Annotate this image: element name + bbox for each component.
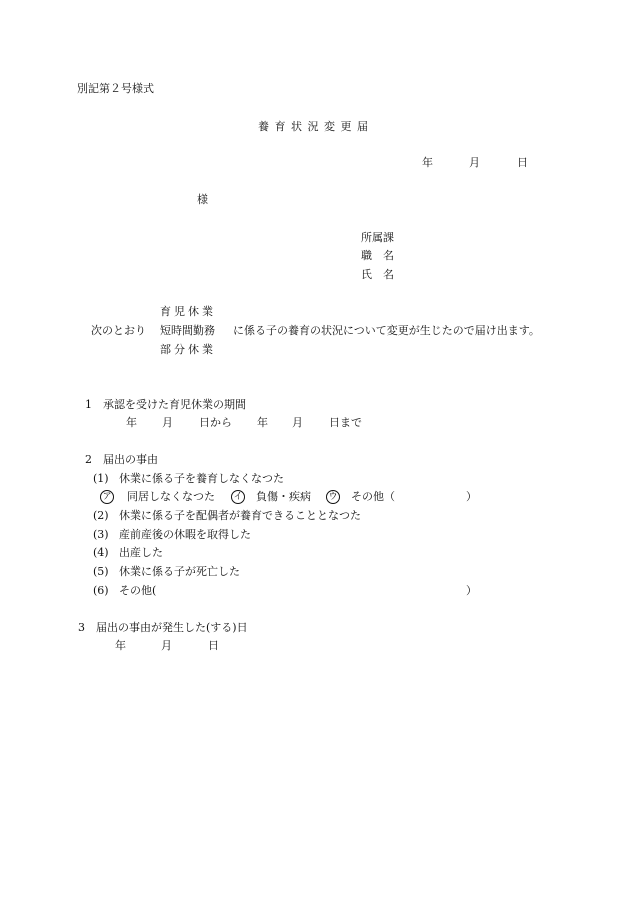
reason-6-number: (6) (93, 584, 109, 597)
choice-u-label: その他（ (351, 490, 395, 503)
department-label: 所属課 (361, 231, 394, 244)
occurrence-day: 日 (208, 639, 219, 652)
period-to-year: 年 (257, 416, 268, 429)
reason-1-number: (1) (93, 472, 109, 485)
choice-i-label: 負傷・疾病 (256, 490, 311, 503)
date-year: 年 (422, 156, 433, 169)
choice-i-marker: イ (231, 490, 245, 504)
reason-2-text: 休業に係る子を配偶者が養育できることとなつた (119, 509, 361, 522)
reason-6-close: ） (466, 584, 477, 597)
intro-tail: に係る子の養育の状況について変更が生じたので届け出ます。 (233, 324, 540, 337)
period-from-day: 日から (199, 416, 232, 429)
reason-6-text: その他( (119, 584, 157, 597)
intro-lead: 次のとおり (91, 324, 146, 337)
leave-type-partial: 部分休業 (160, 343, 216, 356)
period-to-month: 月 (292, 416, 303, 429)
section-1-heading: 1 承認を受けた育児休業の期間 (85, 398, 246, 411)
period-to-day: 日まで (329, 416, 362, 429)
choice-a-label: 同居しなくなつた (127, 490, 215, 503)
choice-u-close: ） (466, 490, 477, 503)
reason-5-number: (5) (93, 565, 109, 578)
leave-type-short-hours: 短時間勤務 (160, 324, 215, 337)
occurrence-month: 月 (161, 639, 172, 652)
reason-2-number: (2) (93, 509, 109, 522)
name-label: 氏 名 (361, 268, 394, 281)
reason-5-text: 休業に係る子が死亡した (119, 565, 240, 578)
form-id: 別記第２号様式 (77, 82, 154, 95)
section-3-heading: 3 届出の事由が発生した(する)日 (78, 621, 248, 634)
leave-type-childcare: 育児休業 (160, 305, 216, 318)
choice-a-marker: ア (100, 490, 114, 504)
reason-4-number: (4) (93, 546, 109, 559)
reason-1-text: 休業に係る子を養育しなくなつた (119, 472, 284, 485)
period-from-year: 年 (126, 416, 137, 429)
period-from-month: 月 (162, 416, 173, 429)
date-day: 日 (517, 156, 528, 169)
form-title: 養 育 状 況 変 更 届 (258, 120, 369, 133)
reason-3-number: (3) (93, 528, 109, 541)
position-label: 職 名 (361, 249, 394, 262)
section-2-heading: 2 届出の事由 (85, 453, 158, 466)
reason-3-text: 産前産後の休暇を取得した (119, 528, 251, 541)
date-month: 月 (469, 156, 480, 169)
occurrence-year: 年 (115, 639, 126, 652)
reason-4-text: 出産した (119, 546, 163, 559)
choice-u-marker: ウ (326, 490, 340, 504)
addressee-suffix: 様 (197, 193, 208, 206)
